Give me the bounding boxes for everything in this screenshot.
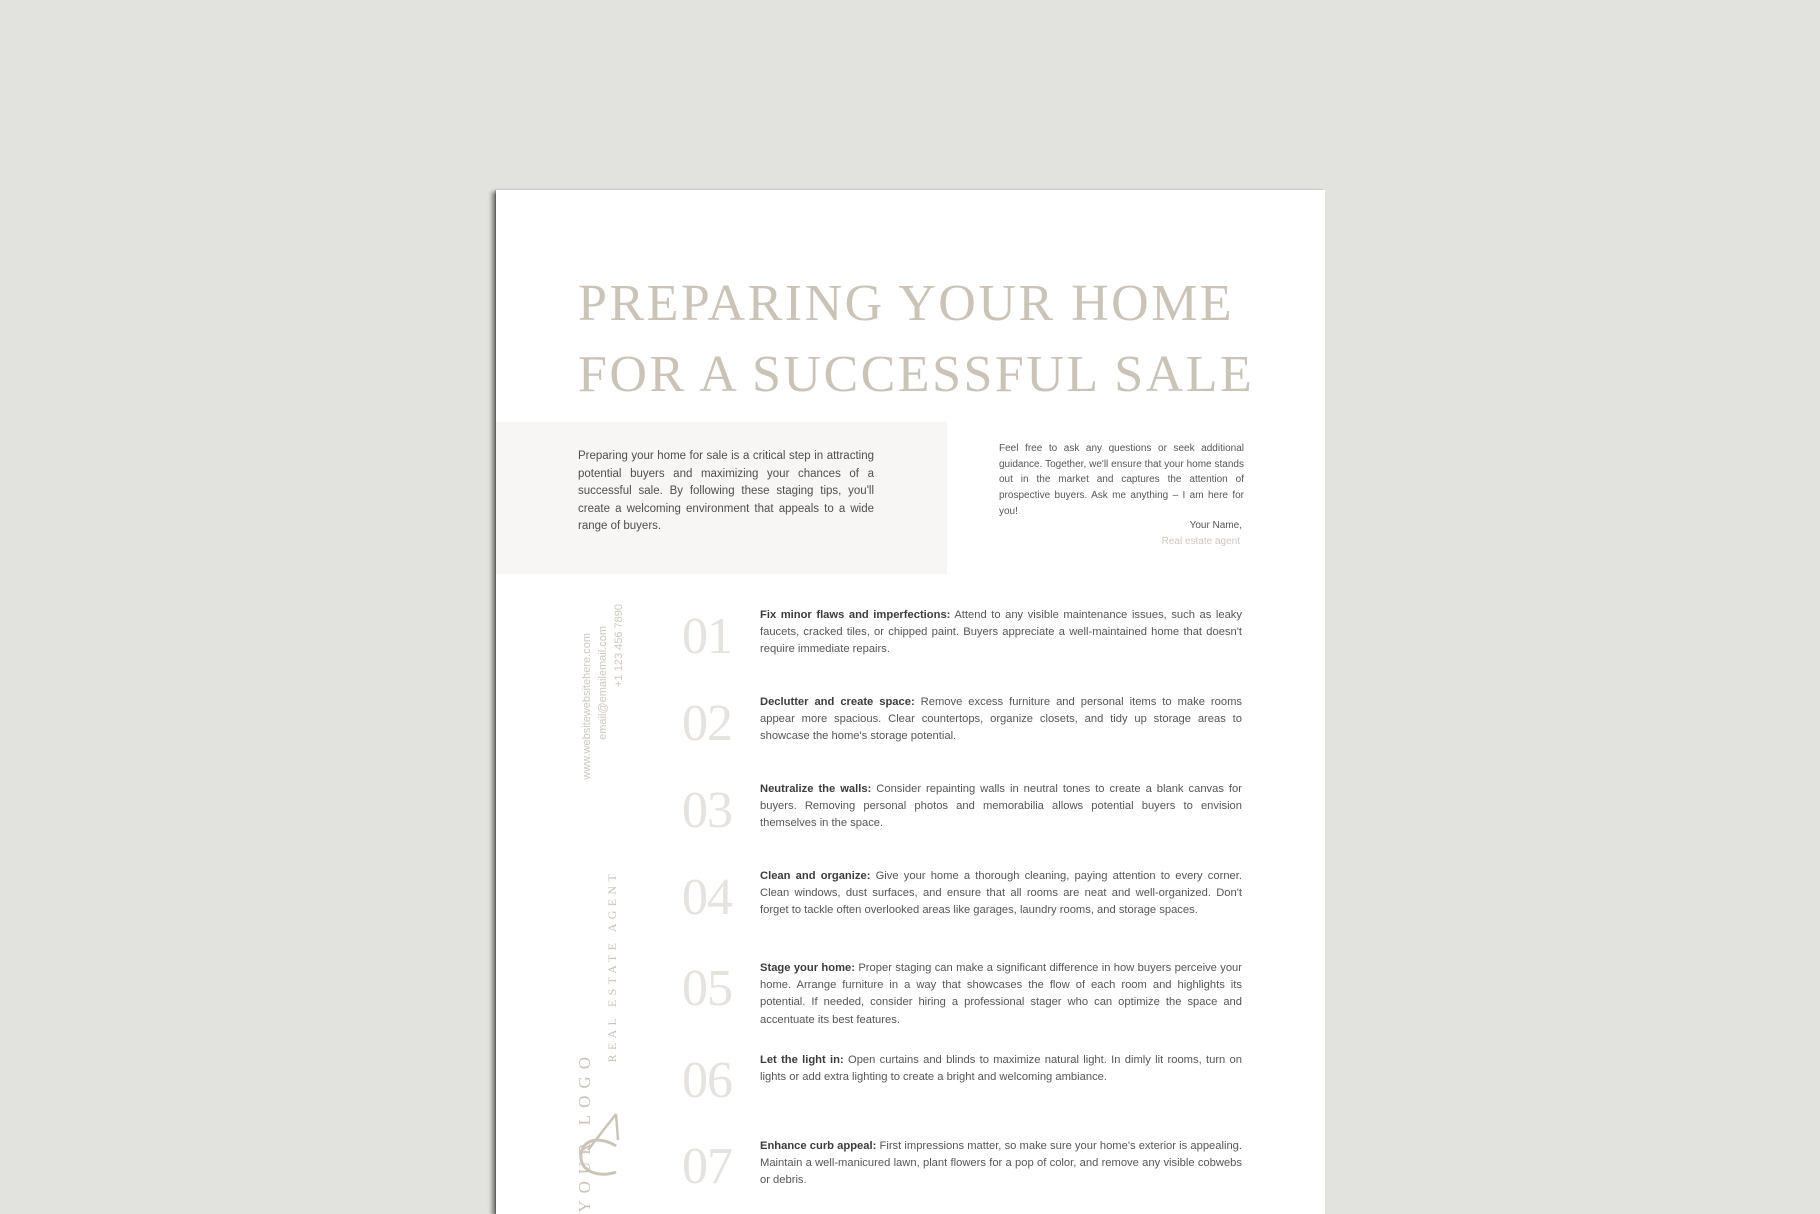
step-body-06: Open curtains and blinds to maximize natural light. In dimly lit rooms, turn on lights or add extra lighting to create a bright and welcoming ambiance. [760, 1054, 1242, 1084]
step-text-03 [760, 781, 1242, 833]
step-body-04: Give your home a thorough cleaning, paying attention to every corner. Clean windows, dust surfaces, and ensure that all rooms are neat and well-organized. Don't forget to tackle often overlooked areas like garages, laundry rooms, and storage spaces. [760, 870, 1242, 917]
agent-note: Feel free to ask any questions or seek additional guidance. Together, we'll ensure that your home stands out in the market and captures the attention of prospective buyers. Ask me anything – I am here for you! [999, 443, 1244, 517]
step-heading-07: Enhance curb appeal: [760, 1140, 877, 1152]
step-number-03: 03 [682, 782, 732, 839]
step-text-04 [760, 868, 1242, 920]
title-line-2: FOR A SUCCESSFUL SALE [578, 346, 1255, 403]
step-number-04: 04 [682, 869, 732, 926]
step-heading-05: Stage your home: [760, 962, 855, 974]
step-text-02 [760, 694, 1242, 746]
step-body-03: Consider repainting walls in neutral tones to create a blank canvas for buyers. Removing personal photos and memorabilia allows potential buyers to envision themselves in the space. [760, 783, 1242, 830]
website-text: www.websitewebsitehere.com [581, 633, 593, 780]
step-body-07: First impressions matter, so make sure your home's exterior is appealing. Maintain a well-manicured lawn, plant flowers for a pop of color, and remove any visible cobwebs or debris. [760, 1140, 1243, 1187]
signer-role: Real estate agent [1161, 536, 1240, 547]
step-text-01 [760, 607, 1242, 659]
step-text-05 [760, 960, 1242, 1029]
step-body-05: Proper staging can make a significant difference in how buyers perceive your home. Arrange furniture in a way that showcases the flow of each room and highlights its potential. If needed, consider hiring a professional stager who can optimize the space and accentuate its best features. [760, 962, 1243, 1026]
intro-paragraph: Preparing your home for sale is a critical step in attracting potential buyers and maximizing your chances of a successful sale. By following these staging tips, you'll create a welcoming environment that appeals to a wide range of buyers. [578, 450, 874, 533]
step-body-01: Attend to any visible maintenance issues, such as leaky faucets, cracked tiles, or chipped paint. Buyers appreciate a well-maintained home that doesn't require immediate repairs. [760, 609, 1242, 656]
signer-name: Your Name, [1189, 520, 1242, 531]
step-heading-03: Neutralize the walls: [760, 783, 872, 795]
logo-text: YOUR LOGO [575, 1050, 594, 1213]
step-number-02: 02 [682, 695, 732, 752]
step-number-06: 06 [682, 1052, 732, 1109]
step-text-06 [760, 1052, 1242, 1086]
email-text: email@emailemail.com [597, 626, 609, 740]
phone-text: +1 123 456 7890 [613, 604, 625, 687]
title-line-1: PREPARING YOUR HOME [578, 275, 1235, 332]
step-heading-02: Declutter and create space: [760, 696, 915, 708]
step-text-07 [760, 1138, 1242, 1190]
step-heading-04: Clean and organize: [760, 870, 871, 882]
step-heading-06: Let the light in: [760, 1054, 844, 1066]
step-number-05: 05 [682, 960, 732, 1017]
step-number-07: 07 [682, 1138, 732, 1195]
staging-steps [496, 190, 1325, 1214]
flyer-page [496, 190, 1325, 1214]
step-number-01: 01 [682, 608, 732, 665]
step-body-02: Remove excess furniture and personal items to make rooms appear more spacious. Clear countertops, organize closets, and tidy up storage areas to showcase the home's storage potential. [760, 696, 1242, 743]
step-heading-01: Fix minor flaws and imperfections: [760, 609, 951, 621]
brand-tagline: REAL ESTATE AGENT [605, 870, 619, 1063]
